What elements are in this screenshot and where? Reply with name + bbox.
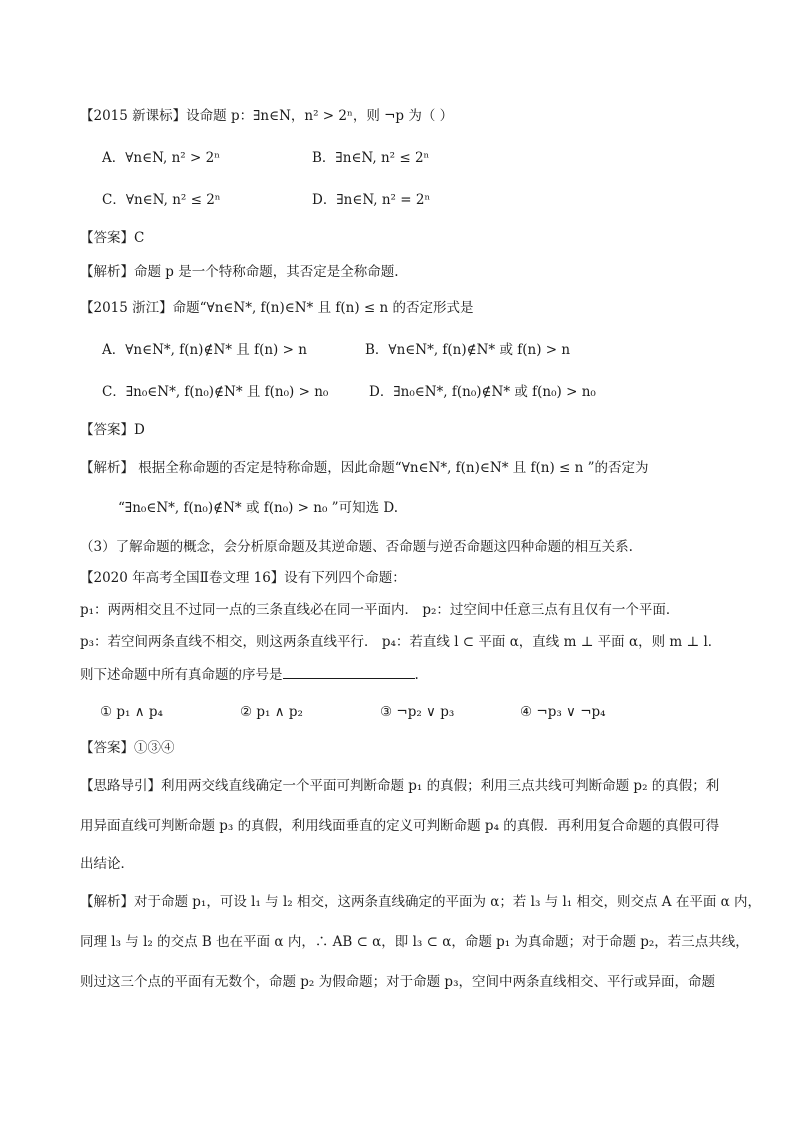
q3-choice-4: ④ ¬p₃ ∨ ¬p₄ xyxy=(520,704,606,720)
q3-propositions-p1-p2: p₁：两两相交且不过同一点的三条直线必在同一平面内． p₂：过空间中任意三点有且仅有一个平面． xyxy=(80,602,680,618)
q1-option-c: C．∀n∈N, n² ≤ 2ⁿ xyxy=(102,192,221,208)
q1-option-d: D．∃n∈N, n² = 2ⁿ xyxy=(312,192,431,208)
q2-option-c: C．∃n₀∈N*, f(n₀)∉N* 且 f(n₀) > n₀ xyxy=(102,384,329,400)
q3-guide-line3: 出结论． xyxy=(80,856,134,872)
q2-option-b: B．∀n∈N*, f(n)∉N* 或 f(n) > n xyxy=(365,342,571,358)
q3-propositions-p3-p4: p₃：若空间两条直线不相交，则这两条直线平行． p₄：若直线 l ⊂ 平面 α，直线 m ⊥ 平面 α，则 m ⊥ l． xyxy=(80,634,722,650)
q3-analysis-line3: 则过这三个点的平面有无数个，命题 p₂ 为假命题；对于命题 p₃，空间中两条直线相交、平行或异面，命题 xyxy=(80,974,715,990)
q1-answer: 【答案】C xyxy=(80,230,145,246)
q2-option-a: A．∀n∈N*, f(n)∉N* 且 f(n) > n xyxy=(102,342,307,358)
q3-stem: 【2020 年高考全国Ⅱ卷文理 16】设有下列四个命题： xyxy=(80,570,406,586)
q3-choice-1: ① p₁ ∧ p₄ xyxy=(100,704,163,720)
q2-analysis-line2: “∃n₀∈N*, f(n₀)∉N* 或 f(n₀) > n₀ ”可知选 D. xyxy=(118,500,398,516)
q3-analysis-line1: 【解析】对于命题 p₁，可设 l₁ 与 l₂ 相交，这两条直线确定的平面为 α；若 l₃ 与 l₁ 相交，则交点 A 在平面 α 内， xyxy=(80,894,762,910)
q3-analysis-line2: 同理 l₃ 与 l₂ 的交点 B 也在平面 α 内，∴ AB ⊂ α，即 l₃ ⊂ α，命题 p₁ 为真命题；对于命题 p₂，若三点共线， xyxy=(80,934,749,950)
answer-blank xyxy=(283,664,415,679)
q1-option-a: A．∀n∈N, n² > 2ⁿ xyxy=(102,150,221,166)
q3-guide-line2: 用异面直线可判断命题 p₃ 的真假，利用线面垂直的定义可判断命题 p₄ 的真假．再利用复合命题的真假可得 xyxy=(80,818,720,834)
q3-guide-line1: 【思路导引】利用两交线直线确定一个平面可判断命题 p₁ 的真假；利用三点共线可判断命题 p₂ 的真假；利 xyxy=(80,778,720,794)
q3-answer: 【答案】①③④ xyxy=(80,740,175,756)
q1-analysis: 【解析】命题 p 是一个特称命题，其否定是全称命题. xyxy=(80,264,399,280)
section-3-heading: （3）了解命题的概念，会分析原命题及其逆命题、否命题与逆否命题这四种命题的相互关系. xyxy=(80,539,633,555)
q3-choice-3: ③ ¬p₂ ∨ p₃ xyxy=(380,704,455,720)
q1-stem: 【2015 新课标】设命题 p：∃n∈N，n² > 2ⁿ，则 ¬p 为（ ） xyxy=(80,108,454,124)
q3-choice-2: ② p₁ ∧ p₂ xyxy=(240,704,303,720)
q2-analysis-line1: 【解析】 根据全称命题的否定是特称命题，因此命题“∀n∈N*, f(n)∈N* 且 f(n) ≤ n ”的否定为 xyxy=(80,460,649,476)
q3-question-text: 则下述命题中所有真命题的序号是 xyxy=(80,667,283,683)
q2-stem: 【2015 浙江】命题“∀n∈N*, f(n)∈N* 且 f(n) ≤ n 的否定形式是 xyxy=(80,300,474,316)
q2-answer: 【答案】D xyxy=(80,422,145,438)
q2-option-d: D．∃n₀∈N*, f(n₀)∉N* 或 f(n₀) > n₀ xyxy=(369,384,596,400)
q3-question xyxy=(80,664,419,685)
q3-question-end: . xyxy=(414,667,419,683)
q1-option-b: B．∃n∈N, n² ≤ 2ⁿ xyxy=(312,150,430,166)
